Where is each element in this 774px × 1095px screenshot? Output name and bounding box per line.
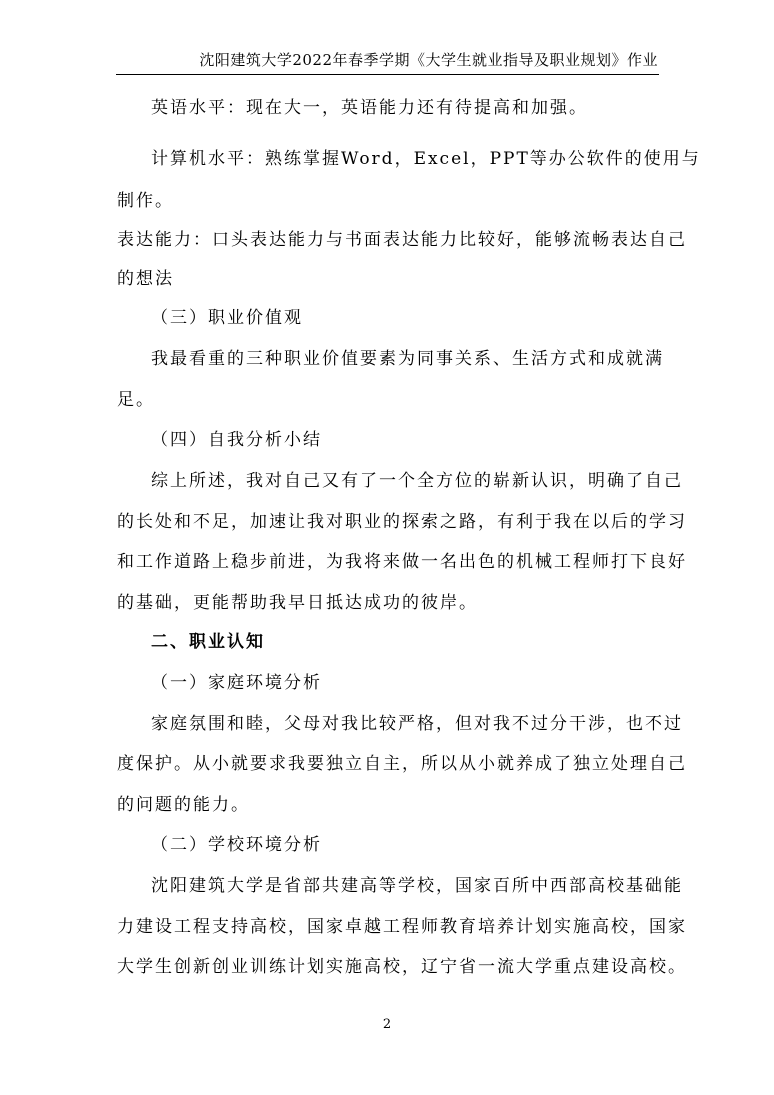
family-line-2: 度保护。从小就要求我要独立自主，所以从小就养成了独立处理自己: [117, 754, 687, 774]
page-number: 2: [382, 1017, 392, 1032]
school-line-3: 大学生创新创业训练计划实施高校，辽宁省一流大学重点建设高校。: [117, 957, 687, 977]
family-line-1: 家庭氛围和睦，父母对我比较严格，但对我不过分干涉，也不过: [151, 714, 683, 734]
part-heading-career-cognition: 二、职业认知: [151, 632, 265, 652]
computer-level-line-2: 制作。: [117, 191, 174, 211]
section-heading-family: （一）家庭环境分析: [151, 673, 322, 693]
summary-line-4: 的基础，更能帮助我早日抵达成功的彼岸。: [117, 593, 478, 613]
section-heading-values: （三）职业价值观: [151, 308, 303, 328]
expression-line-1: 表达能力：口头表达能力与书面表达能力比较好，能够流畅表达自己: [117, 230, 687, 250]
section-heading-summary: （四）自我分析小结: [151, 430, 322, 450]
header-divider: [116, 74, 659, 75]
summary-line-2: 的长处和不足，加速让我对职业的探索之路，有利于我在以后的学习: [117, 512, 687, 532]
english-level-line: 英语水平：现在大一，英语能力还有待提高和加强。: [151, 98, 588, 118]
values-line-2: 足。: [117, 390, 155, 410]
school-line-2: 力建设工程支持高校，国家卓越工程师教育培养计划实施高校，国家: [117, 917, 687, 937]
page-header-title: 沈阳建筑大学2022年春季学期《大学生就业指导及职业规划》作业: [199, 51, 658, 69]
summary-line-1: 综上所述，我对自己又有了一个全方位的崭新认识，明确了自己: [151, 471, 683, 491]
section-heading-school: （二）学校环境分析: [151, 835, 322, 855]
expression-line-2: 的想法: [117, 269, 174, 289]
computer-level-line-1: 计算机水平：熟练掌握Word，Excel，PPT等办公软件的使用与: [151, 149, 701, 169]
values-line-1: 我最看重的三种职业价值要素为同事关系、生活方式和成就满: [151, 349, 664, 369]
summary-line-3: 和工作道路上稳步前进，为我将来做一名出色的机械工程师打下良好: [117, 552, 687, 572]
family-line-3: 的问题的能力。: [117, 795, 250, 815]
school-line-1: 沈阳建筑大学是省部共建高等学校，国家百所中西部高校基础能: [151, 876, 683, 896]
